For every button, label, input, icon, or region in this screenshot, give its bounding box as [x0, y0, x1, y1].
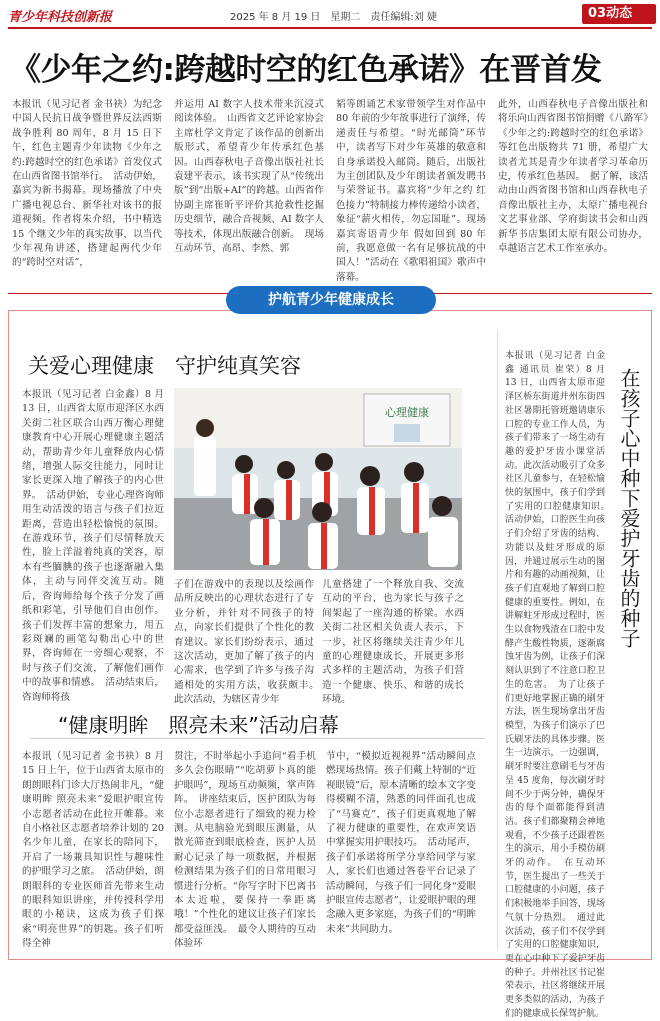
lead-col-1: 本报讯（见习记者 金书袂）为纪念中国人民抗日战争暨世界反法西斯战争胜利 80 周年，8 月 15 日下午，红色主题青少年读物《少年之约:跨越时空的红色承诺》首发仪式在山西省图书馆举行。 活动伊始，嘉宾为新书揭幕。现场播放了中央广播电视总台、新华社对该书的报道视频。作者将朱介绍，书中精选 15 个继文少年的真实故事，以当代少年视角讲述，搭建起两代少年的“跨时空对话”，	[12, 99, 162, 269]
mental-col-2: 子们在游戏中的表现以及绘画作品所反映出的心理状态进行了专业分析，并针对不同孩子的特点，向家长们提供了个性化的教育建议。家长们纷纷表示，通过这次活动，更加了解了孩子的内心需求，也学到了许多与孩子沟通相处的实用方法，收获颇丰。 此次活动，为辖区青少年	[174, 579, 324, 706]
issue-line: 2025 年 8 月 19 日 星期二 责任编辑:刘 婕	[230, 12, 437, 23]
mental-col-1: 本报讯（见习记者 白金鑫）8 月 13 日，山西省太原市迎泽区水西关街二社区联合山西万衡心理健康教育中心开展心理健康主题活动，帮助青少年儿童释放内心情绪，增强人际交往能力，同时让家长更深入地了解孩子的内心世界。 活动伊始，专业心理咨询师用生动活泼的语言与孩子们拉近距离，营造出轻松愉悦的氛围。在游戏环节，孩子们尽情释放天性，脸上洋溢着纯真的笑容，原本有些腼腆的孩子也逐渐融入集体，主动与同伴交流互动。随后，咨询师给每个孩子分发了画纸和彩笔，引导他们自由创作。孩子们发挥丰富的想象力，用五彩斑斓的画笔勾勒出心中的世界，咨询师在一旁细心观察，不时与孩子们交流，了解他们画作中的故事和情感。 活动结束后，咨询师将孩	[22, 389, 164, 703]
header-rule	[8, 27, 652, 29]
page-badge: 03动态	[582, 4, 656, 24]
lead-col-3: 韬等朗诵艺术家带领学生对作品中 80 年前的少年故事进行了演绎，传递责任与希望。“时光邮筒”环节中，读者写下对少年英雄的敬意和自身承诺投入邮筒。随后，出版社为主创团队及少年朗读者颁发聘书与荣誉证书。嘉宾将“少年之约 红色接力”特制接力棒传递给小读者，象征“薪火相传，勿忘国耻”。现场嘉宾寄语青少年 假如回到 80 年前，我愿意做一名有足够抗战的中国人！”活动在《歌唱祖国》歌声中落幕。	[336, 99, 486, 283]
article-divider	[30, 738, 485, 739]
column-divider	[497, 330, 498, 950]
eye-col-1: 本报讯（见习记者 金书袂）8 月 15 日上午，位于山西省太原市的朗朗眼科门诊大厅热闹非凡，“健康明眸 照亮未来”爱眼护眼宣传小志愿者活动在此拉开帷幕。来自小格社区志愿者培养计划的 20 名少年儿童，在家长的陪同下，开启了一场兼具知识性与趣味性的护眼学习之旅。 活动伊始，朗朗眼科的专业医师首先带来生动的眼科知识讲座，并传授科学用眼的小秘诀，这成为孩子们探索“明亮世界”的钥匙。孩子们听得全神	[22, 751, 164, 950]
lead-col-4: 此外，山西春秋电子音像出版社和将乐向山西省图书馆捐赠《八路军》《少年之约:跨越时空的红色承诺》等红色出版物共 71 册，希望广大读者尤其是青少年读者学习革命历史，传承红色基因。 据了解，该活动由山西省图书馆和山西春秋电子音像出版社主办，太原广播电视台文艺事业部、学府街读书会和山西新华书店集团太原有限公司协办，卓越语言艺术工作室承办。	[498, 99, 648, 255]
eye-col-2: 贯注，不时举起小手追问“看手机多久会伤眼睛”“吃胡萝卜真的能护眼吗”，现场互动频频，掌声阵阵。 讲座结束后，医护团队为每位小志愿者进行了细致的视力检测。从电脑验光到眼压测量，从散光筛查到眼底检查，医护人员耐心记录了每一项数据，并根据检测结果为孩子们的日常用眼习惯进行分析。“你写字时下巴离书本太近啦，要保持一拳距离哦！”个性化的建议让孩子们家长都受益匪浅。 最令人期待的互动体验环	[174, 751, 316, 950]
classroom-photo-icon	[174, 388, 462, 570]
mental-col-3: 儿童搭建了一个释放自我、交流互动的平台，也为家长与孩子之间架起了一座沟通的桥梁。水西关街二社区相关负责人表示，下一步，社区将继续关注青少年儿童的心理健康成长，开展更多形式多样的主题活动，为孩子们营造一个健康、快乐、和谐的成长环境。	[322, 579, 464, 706]
teeth-headline: 在孩子心中种下爱护牙齿的种子	[617, 368, 641, 648]
mental-health-headline: 关爱心理健康 守护纯真笑容	[28, 354, 301, 378]
classroom-photo	[174, 388, 462, 570]
masthead: 青少年科技创新报	[8, 10, 113, 25]
teeth-body: 本报讯（见习记者 白金鑫 通讯员 崔荣）8 月 13 日，山西省太原市迎泽区桥东街道并州东街四社区暑期托管班邀请康乐口腔的专业工作人员，为孩子们带来了一场生动有趣的爱护牙齿小课堂活动。此次活动吸引了众多社区儿童参与，在轻松愉快的氛围中，孩子们学到了实用的口腔健康知识。 活动伊始，口腔医生向孩子们介绍了牙齿的结构、功能以及蛀牙形成的原因，并通过展示生动的图片和有趣的动画视频，让孩子们直观地了解到口腔健康的重要性。例如，在讲解蛀牙形成过程时，医生以食物残渣在口腔中发酵产生酸性物质，逐渐腐蚀牙齿为例，让孩子们深刻认识到了不注意口腔卫生的危害。 为了让孩子们更好地掌握正确的刷牙方法，医生现场拿出牙齿模型，为孩子们演示了巴氏刷牙法的具体步骤。医生一边演示，一边强调，刷牙时要注意刷毛与牙齿呈 45 度角，每次刷牙时间不少于两分钟，确保牙齿的每个面都能得到清洁。孩子们都聚精会神地观看，不少孩子还跟着医生的演示，用小手模仿刷牙的动作。 在互动环节，医生提出了一些关于口腔健康的小问题，孩子们积极地举手回答，现场气氛十分热烈。 通过此次活动，孩子们不仅学到了实用的口腔健康知识，更在心中种下了爱护牙齿的种子。并州社区书记崔荣表示，社区将继续开展更多类似的活动，为孩子们的健康成长保驾护航。	[505, 351, 615, 1019]
lead-headline: 《少年之约:跨越时空的红色承诺》在晋首发	[10, 52, 602, 88]
section-banner: 护航青少年健康成长	[226, 286, 436, 314]
eye-health-headline: “健康明眸 照亮未来”活动启幕	[58, 713, 339, 737]
board-text: 心理健康	[385, 406, 429, 419]
lead-col-2: 并运用 AI 数字人技术带来沉浸式阅读体验。 山西省文艺评论家协会主席杜学文肯定了该作品的创新出版形式，希望青少年传承红色基因。山西春秋电子音像出版社社长袁建平表示，该书实现了从“传统出版”到“出版+AI”的跨越。山西省作协副主席崔昕平评价其抢救性挖掘历史细节，融合音视频、AI 数字人等技术，体现出版融合创新。 现场互动环节，高昂、李然、郭	[174, 99, 324, 255]
eye-col-3: 节中，“模拟近视视界”活动瞬间点燃现场热情。孩子们戴上特制的“近视眼镜”后，原本清晰的绘本文字变得模糊不清，熟悉的同伴面孔也成了“马赛克”，孩子们更真观地了解了视力健康的重要性，在欢声笑语中掌握实用护眼技巧。 活动尾声，孩子们承诺将所学分享给同学与家人，家长们也通过答卷平台记录了活动瞬间，与孩子们一同化身“爱眼护眼宣传志愿者”，让爱眼护眼的理念融入更多家庭，为孩子们的“明眸未来”共同助力。	[326, 751, 476, 935]
